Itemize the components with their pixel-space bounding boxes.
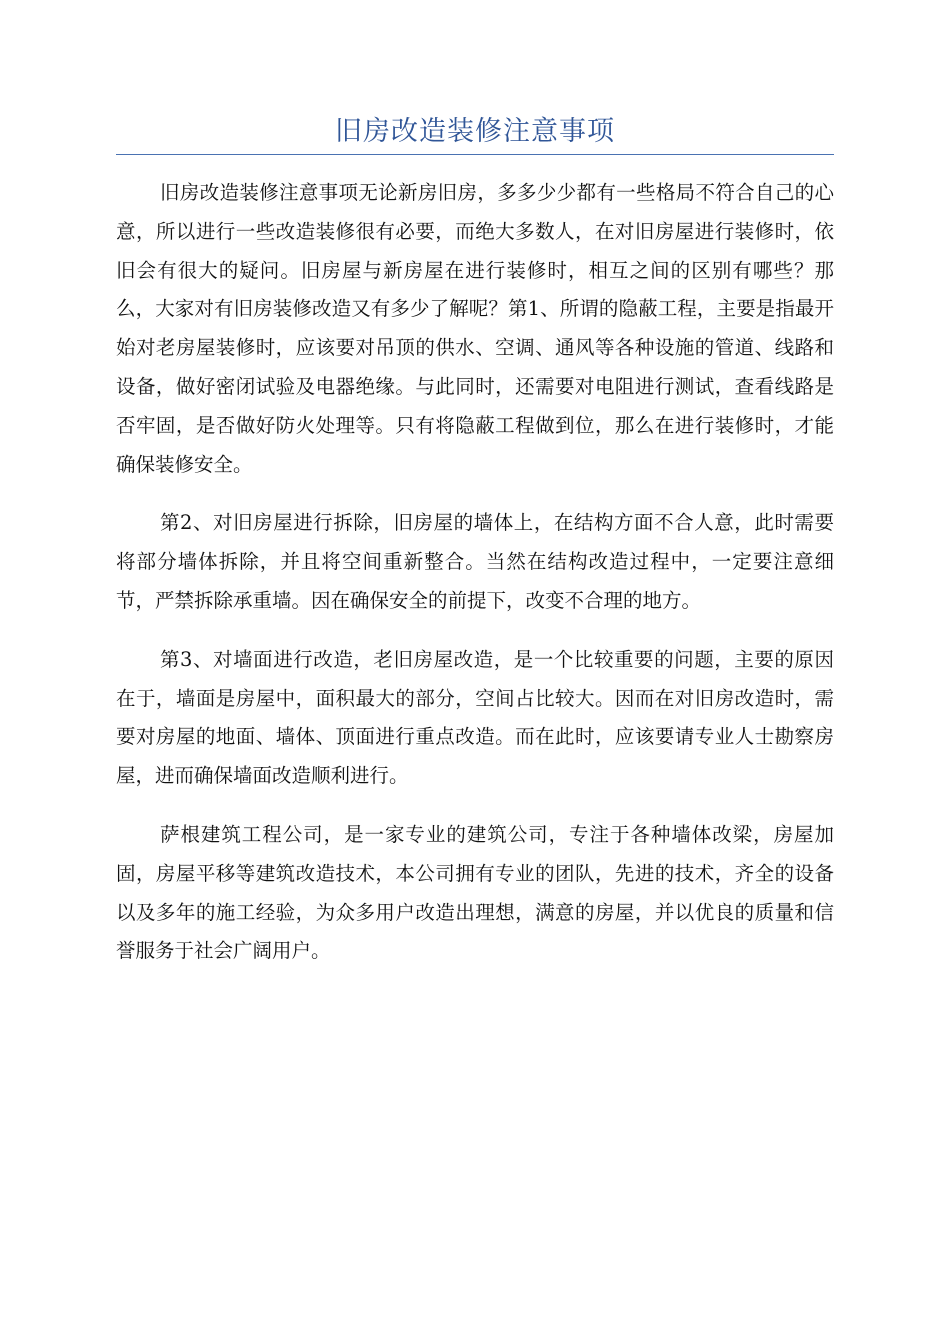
title-underline-divider: [116, 154, 834, 155]
paragraph-demolition: 第2、对旧房屋进行拆除，旧房屋的墙体上，在结构方面不合人意，此时需要将部分墙体拆除，并且将空间重新整合。当然在结构改造过程中，一定要注意细节，严禁拆除承重墙。因在确保安全的前提下，改变不合理的地方。: [116, 511, 834, 612]
paragraph-intro-hidden-works: 旧房改造装修注意事项无论新房旧房，多多少少都有一些格局不符合自己的心意，所以进行一些改造装修很有必要，而绝大多数人，在对旧房屋进行装修时，依旧会有很大的疑问。旧房屋与新房屋在进行装修时，相互之间的区别有哪些？那么，大家对有旧房装修改造又有多少了解呢？第1、所谓的隐蔽工程，主要是指最开始对老房屋装修时，应该要对吊顶的供水、空调、通风等各种设施的管道、线路和设备，做好密闭试验及电器绝缘。与此同时，还需要对电阻进行测试，查看线路是否牢固，是否做好防火处理等。只有将隐蔽工程做到位，那么在进行装修时，才能确保装修安全。: [116, 181, 834, 476]
document-body: [116, 174, 834, 991]
document-title: 旧房改造装修注意事项: [335, 116, 615, 147]
paragraph-wall-renovation: 第3、对墙面进行改造，老旧房屋改造，是一个比较重要的问题，主要的原因在于，墙面是房屋中，面积最大的部分，空间占比较大。因而在对旧房改造时，需要对房屋的地面、墙体、顶面进行重点改造。而在此时，应该要请专业人士勘察房屋，进而确保墙面改造顺利进行。: [116, 647, 834, 788]
paragraph-company-intro: 萨根建筑工程公司，是一家专业的建筑公司，专注于各种墙体改梁，房屋加固，房屋平移等建筑改造技术，本公司拥有专业的团队，先进的技术，齐全的设备以及多年的施工经验，为众多用户改造出理想，满意的房屋，并以优良的质量和信誉服务于社会广阔用户。: [116, 822, 834, 963]
